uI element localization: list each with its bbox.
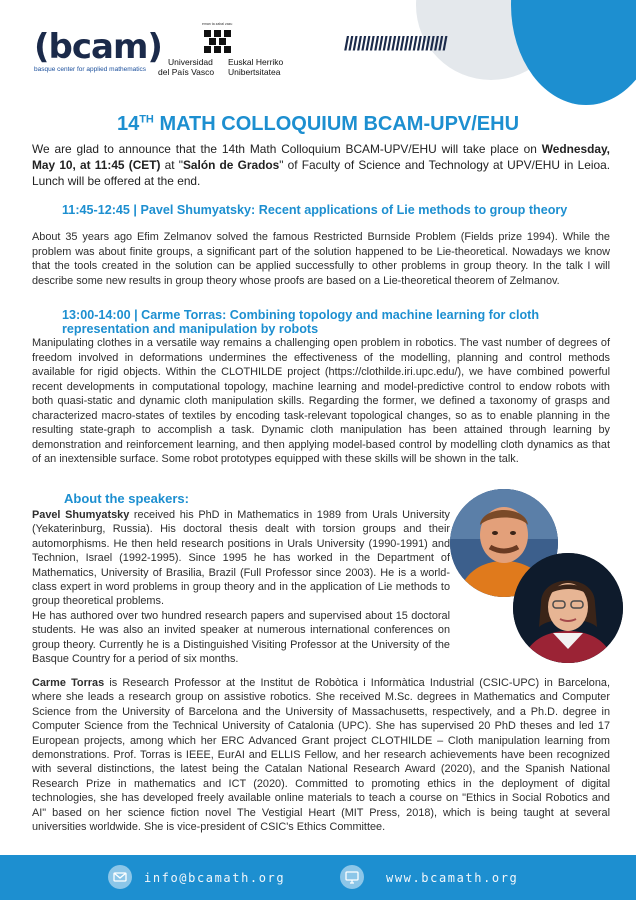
carme-photo	[513, 553, 623, 663]
carme-bio-text: is Research Professor at the Institut de Robòtica i Informàtica Industrial (CSIC-UPC) in Barcelona, where she leads a research group on assistive robotics. She received M.Sc. degrees in Mathematics and Computer Science from the University of Barcelona and the University of Massachusetts, respectively, and a Ph.D. degree in Computer Science from the Technical University of Catalonia (UPC). She has supervised 20 PhD theses and led 17 European projects, among which her ERC Advanced Grant project CLOTHILDE – Cloth manipulation learning from demonstrations. Prof. Torras is IEEE, EurAI and ELLIS Fellow, and her research achievements have been recognized with several distinctions, the latest being the Catalan National Research Award (2020), and the Spanish National Research Prize in mathematics and ICT (2020). Committed to promoting ethics in the deployment of digital technologies, she has developed freely available online materials to teach a course on "Ethics in Social Robotics and AI" based on her science fiction novel The Vestigial Heart (MIT Press, 2018), which is being taught at several universities worldwide. She is vice-president of CSIC's Ethics Committee.	[32, 677, 610, 834]
intro-paragraph	[32, 141, 610, 189]
intro-part1: We are glad to announce that the 14th Math Colloquium BCAM-UPV/EHU will take place on	[32, 142, 542, 156]
upv-es-line2: del País Vasco	[158, 66, 215, 77]
website-link[interactable]: www.bcamath.org	[386, 871, 519, 885]
bcam-logo-word: (bcam)	[34, 27, 162, 67]
carme-bio	[32, 676, 610, 834]
intro-part3: " of Faculty of Science and Technology at UPV/EHU in Leioa. Lunch will be offered at the end.	[32, 158, 610, 188]
talk-1-abstract: About 35 years ago Efim Zelmanov solved the famous Restricted Burnside Problem (Fields prize 1994). While the problem was about finite groups, a significant part of the solution happened to be Lie-theoretical. Nowadays we know that the tools created in the solution can be applied successfully to other problems in group theory. In the talk I will describe some new results in group theory whose proofs are based on a Lie-theoretical theorem of Zelmanov.	[32, 231, 610, 287]
title-text: MATH COLLOQUIUM BCAM-UPV/EHU	[159, 113, 520, 135]
decorative-slashes: ////////////////////////	[344, 34, 447, 55]
pavel-name: Pavel Shumyatsky	[32, 509, 130, 521]
upv-name-basque	[228, 58, 283, 77]
talk-1-heading: 11:45-12:45 | Pavel Shumyatsky: Recent applications of Lie methods to group theory	[62, 203, 568, 217]
upv-es-line1: Universidad	[168, 57, 213, 67]
bcam-logo-tagline: basque center for applied mathematics	[34, 66, 147, 73]
intro-part2: at "	[160, 158, 183, 172]
intro-date: Wednesday, May 10, at 11:45 (CET)	[32, 142, 610, 172]
carme-name: Carme Torras	[32, 677, 105, 689]
pavel-bio-p2: He has authored over two hundred research papers and supervised about 15 doctoral students. He was also an invited speaker at numerous international conferences on group theory. Currently he is a Distinguished Visiting Professor at the University of the Basque Country for a period of six months.	[32, 609, 450, 666]
email-icon	[108, 865, 132, 889]
talk-2-abstract: Manipulating clothes in a versatile way remains a challenging open problem in robotics. The vast number of degrees of freedom involved in deformations undermines the effectiveness of the modelling, planning and control methods available for rigid objects. Within the CLOTHILDE project (https://clothilde.iri.upc.edu/), we have combined powerful recent developments in computational topology, machine learning and model-predictive control to endow robots with both quasi-static and dynamic cloth manipulation skills. Regarding the former, we defined a taxonomy of grasps and characterized macro-states of textiles by encoding task-relevant topological changes, so as to enable planning in the resulting state-graph to accomplish a task. Dynamic cloth manipulation has been attained through learning by demonstration and reinforcement learning, and then applying model-based control by modelling cloth dynamics as that of an inextensible surface. Some robot prototypes equipped with these skills will be shown in the talk.	[32, 337, 610, 465]
upv-eu-line1: Euskal Herriko	[228, 57, 284, 67]
footer-bar	[0, 855, 636, 900]
bcam-logo	[34, 27, 162, 73]
title-ordinal-suffix: TH	[139, 113, 154, 126]
upv-ehu-logo	[158, 24, 288, 80]
upv-motto: eman ta zabal zazu	[202, 22, 233, 26]
talk-2-heading: 13:00-14:00 | Carme Torras: Combining topology and machine learning for cloth representation and manipulation by robots	[62, 308, 540, 336]
pavel-bio-text: received his PhD in Mathematics in 1989 from Urals University (Yekaterinburg, Russia). His doctoral thesis dealt with torsion groups and their automorphisms. He then held research positions in Urals University (1990-1991) and Technion, Israel (1992-1995). Since 1995 he has worked in the Department of Mathematics, University of Brasilia, Brazil (Full Professor since 2003). He is a world-class expert in word problems in group theory and in the application of Lie methods to group theoretical problems.	[32, 509, 450, 608]
pavel-bio-p1	[32, 508, 450, 609]
intro-venue: Salón de Grados	[182, 158, 280, 172]
monitor-icon	[340, 865, 364, 889]
title-ordinal: 14	[116, 113, 140, 135]
page-title	[0, 113, 636, 136]
decorative-circle-blue	[511, 0, 636, 105]
upv-eu-line2: Unibertsitatea	[228, 66, 281, 77]
carme-portrait-icon	[513, 553, 623, 663]
upv-emblem-icon	[198, 26, 238, 56]
pavel-bio	[32, 508, 450, 666]
email-link[interactable]: info@bcamath.org	[144, 871, 286, 885]
upv-name-spanish	[158, 58, 214, 77]
speakers-heading: About the speakers:	[64, 491, 189, 506]
